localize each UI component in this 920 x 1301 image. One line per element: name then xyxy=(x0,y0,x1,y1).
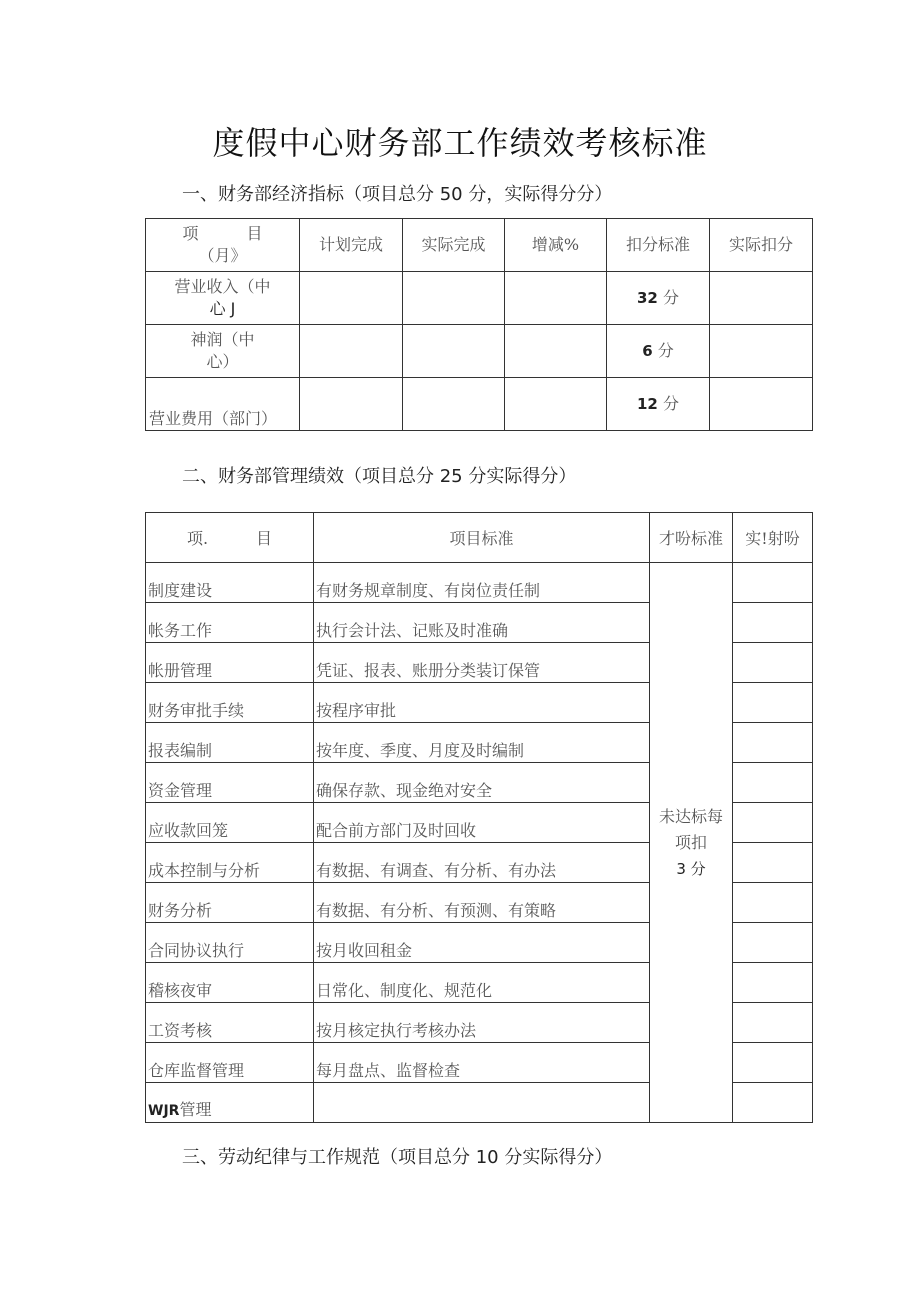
row-standard: 按程序审批 xyxy=(314,683,650,723)
actual-deduct-cell xyxy=(733,683,813,723)
row-standard: 按月核定执行考核办法 xyxy=(314,1003,650,1043)
row-standard: 确保存款、现金绝对安全 xyxy=(314,763,650,803)
header-deduct-standard: 才吩标准 xyxy=(650,513,733,563)
row-item: 帐册管理 xyxy=(146,643,314,683)
actual-cell xyxy=(403,272,505,325)
actual-deduct-cell xyxy=(733,843,813,883)
actual-deduct-cell xyxy=(733,923,813,963)
table-row xyxy=(146,563,813,603)
actual-deduct-cell xyxy=(733,763,813,803)
actual-deduct-cell xyxy=(733,883,813,923)
table-row xyxy=(146,378,813,431)
table-header-row xyxy=(146,219,813,272)
plan-cell xyxy=(300,325,403,378)
header-item: 项. 目 xyxy=(146,513,314,563)
table-header-row xyxy=(146,513,813,563)
header-actual-deduct: 实际扣分 xyxy=(710,219,813,272)
change-cell xyxy=(505,378,607,431)
row-standard: 凭证、报表、账册分类装订保管 xyxy=(314,643,650,683)
change-cell xyxy=(505,272,607,325)
row-item: 制度建设 xyxy=(146,563,314,603)
actual-cell xyxy=(403,378,505,431)
row-standard: 按年度、季度、月度及时编制 xyxy=(314,723,650,763)
row-item: 营业收入（中 心 J xyxy=(146,272,300,325)
plan-cell xyxy=(300,272,403,325)
row-item: 合同协议执行 xyxy=(146,923,314,963)
header-deduct-standard: 扣分标准 xyxy=(607,219,710,272)
section1-heading: 一、财务部经济指标（项目总分 50 分，实际得分分） xyxy=(182,184,613,205)
row-standard: 配合前方部门及时回收 xyxy=(314,803,650,843)
header-change: 增减% xyxy=(505,219,607,272)
row-item: 仓库监督管理 xyxy=(146,1043,314,1083)
document-title: 度假中心财务部工作绩效考核标准 xyxy=(212,124,708,162)
actual-deduct-cell xyxy=(733,803,813,843)
actual-deduct-cell xyxy=(733,643,813,683)
actual-deduct-cell xyxy=(710,272,813,325)
row-standard: 每月盘点、监督检查 xyxy=(314,1043,650,1083)
row-item: 报表编制 xyxy=(146,723,314,763)
change-cell xyxy=(505,325,607,378)
row-item: 资金管理 xyxy=(146,763,314,803)
economic-indicators-table xyxy=(145,218,813,431)
row-standard: 有数据、有调查、有分析、有办法 xyxy=(314,843,650,883)
row-item: 工资考核 xyxy=(146,1003,314,1043)
actual-deduct-cell xyxy=(710,325,813,378)
deduct-standard-cell: 32 分 xyxy=(607,272,710,325)
actual-deduct-cell xyxy=(710,378,813,431)
deduct-standard-cell: 6 分 xyxy=(607,325,710,378)
actual-deduct-cell xyxy=(733,603,813,643)
section2-heading: 二、财务部管理绩效（项目总分 25 分实际得分） xyxy=(182,466,577,487)
actual-deduct-cell xyxy=(733,563,813,603)
header-actual-deduct: 实!射吩 xyxy=(733,513,813,563)
row-standard: 日常化、制度化、规范化 xyxy=(314,963,650,1003)
actual-cell xyxy=(403,325,505,378)
actual-deduct-cell xyxy=(733,1083,813,1123)
row-standard xyxy=(314,1083,650,1123)
header-standard: 项目标准 xyxy=(314,513,650,563)
row-standard: 有数据、有分析、有预测、有策略 xyxy=(314,883,650,923)
row-standard: 有财务规章制度、有岗位责任制 xyxy=(314,563,650,603)
actual-deduct-cell xyxy=(733,1003,813,1043)
table-row xyxy=(146,325,813,378)
row-item: WJR管理 xyxy=(146,1083,314,1123)
row-item: 成本控制与分析 xyxy=(146,843,314,883)
actual-deduct-cell xyxy=(733,963,813,1003)
section3-heading: 三、劳动纪律与工作规范（项目总分 10 分实际得分） xyxy=(182,1147,613,1168)
deduct-standard-cell: 12 分 xyxy=(607,378,710,431)
row-item: 神润（中 心） xyxy=(146,325,300,378)
row-item: 财务审批手续 xyxy=(146,683,314,723)
management-performance-table xyxy=(145,512,813,1123)
row-item: 财务分析 xyxy=(146,883,314,923)
merged-deduct-standard: 未达标每 项扣 3 分 xyxy=(650,563,733,1123)
row-item: 稽核夜审 xyxy=(146,963,314,1003)
header-actual: 实际完成 xyxy=(403,219,505,272)
header-item: 项 目 （月》 xyxy=(146,219,300,272)
row-item: 帐务工作 xyxy=(146,603,314,643)
plan-cell xyxy=(300,378,403,431)
row-standard: 执行会计法、记账及时准确 xyxy=(314,603,650,643)
header-plan: 计划完成 xyxy=(300,219,403,272)
row-item: 应收款回笼 xyxy=(146,803,314,843)
actual-deduct-cell xyxy=(733,1043,813,1083)
actual-deduct-cell xyxy=(733,723,813,763)
table-row xyxy=(146,272,813,325)
row-standard: 按月收回租金 xyxy=(314,923,650,963)
row-item: 营业费用（部门） xyxy=(146,378,300,431)
